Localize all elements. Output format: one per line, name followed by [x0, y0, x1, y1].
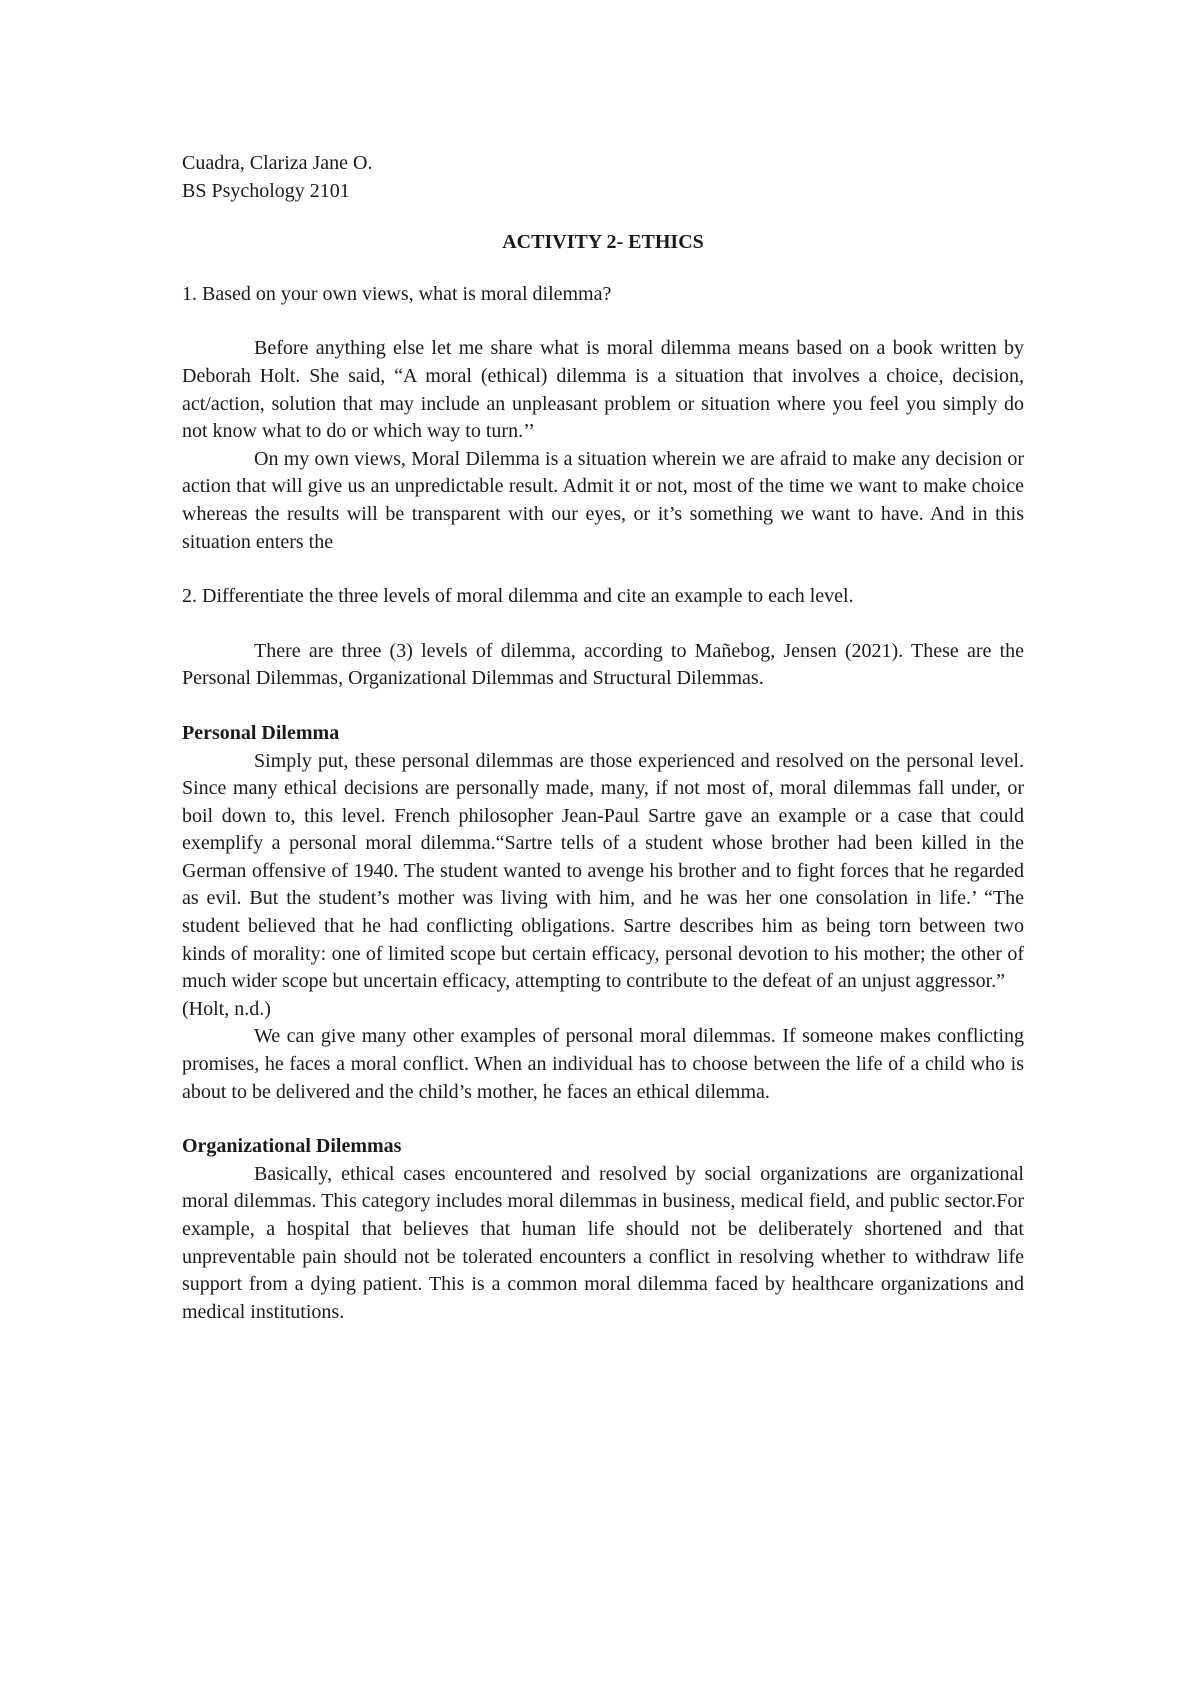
organizational-dilemmas-heading: Organizational Dilemmas [182, 1135, 402, 1158]
question-1-paragraph-1: Before anything else let me share what is moral dilemma means based on a book written by Deborah Holt. She said, “A moral (ethical) dilemma is a situation that involves a choice, decision, act/action, solution that may include an unpleasant problem or situation where you feel you simply do not know what to do or which way to turn.’’ [182, 337, 1024, 443]
student-course: BS Psychology 2101 [182, 179, 350, 202]
question-2: 2. Differentiate the three levels of moral dilemma and cite an example to each level. [182, 585, 854, 608]
question-1: 1. Based on your own views, what is moral dilemma? [182, 282, 612, 305]
personal-dilemma-paragraph-2: We can give many other examples of personal moral dilemmas. If someone makes conflicting promises, he faces a moral conflict. When an individual has to choose between the life of a child who is about to be delivered and the child’s mother, he faces an ethical dilemma. [182, 1025, 1024, 1103]
document-body [182, 150, 1024, 1326]
personal-dilemma-citation: (Holt, n.d.) [182, 997, 271, 1020]
question-1-paragraph-2: On my own views, Moral Dilemma is a situation wherein we are afraid to make any decision or action that will give us an unpredictable result. Admit it or not, most of the time we want to make choice whereas the results will be transparent with our eyes, or it’s something we want to have. And in this situation enters the [182, 447, 1024, 553]
question-2-paragraph-1: There are three (3) levels of dilemma, according to Mañebog, Jensen (2021). These are the Personal Dilemmas, Organizational Dilemmas and Structural Dilemmas. [182, 639, 1024, 690]
personal-dilemma-paragraph-1: Simply put, these personal dilemmas are those experienced and resolved on the personal level. Since many ethical decisions are personally made, many, if not most of, moral dilemmas fall under, or boil down to, this level. French philosopher Jean-Paul Sartre gave an example or a case that could exemplify a personal moral dilemma.“Sartre tells of a student whose brother had been killed in the German offensive of 1940. The student wanted to avenge his brother and to fight forces that he regarded as evil. But the student’s mother was living with him, and he was her one consolation in life.’ “The student believed that he had conflicting obligations. Sartre describes him as being torn between two kinds of morality: one of limited scope but certain efficacy, personal devotion to his mother; the other of much wider scope but uncertain efficacy, attempting to contribute to the defeat of an unjust aggressor.” [182, 749, 1024, 993]
document-title: ACTIVITY 2- ETHICS [502, 231, 704, 254]
student-name: Cuadra, Clariza Jane O. [182, 152, 373, 174]
personal-dilemma-heading: Personal Dilemma [182, 721, 340, 744]
organizational-dilemmas-paragraph-1: Basically, ethical cases encountered and resolved by social organizations are organizational moral dilemmas. This category includes moral dilemmas in business, medical field, and public sector.For example, a hospital that believes that human life should not be deliberately shortened and that unpreventable pain should not be tolerated encounters a conflict in resolving whether to withdraw life support from a dying patient. This is a common moral dilemma faced by healthcare organizations and medical institutions. [182, 1162, 1024, 1323]
